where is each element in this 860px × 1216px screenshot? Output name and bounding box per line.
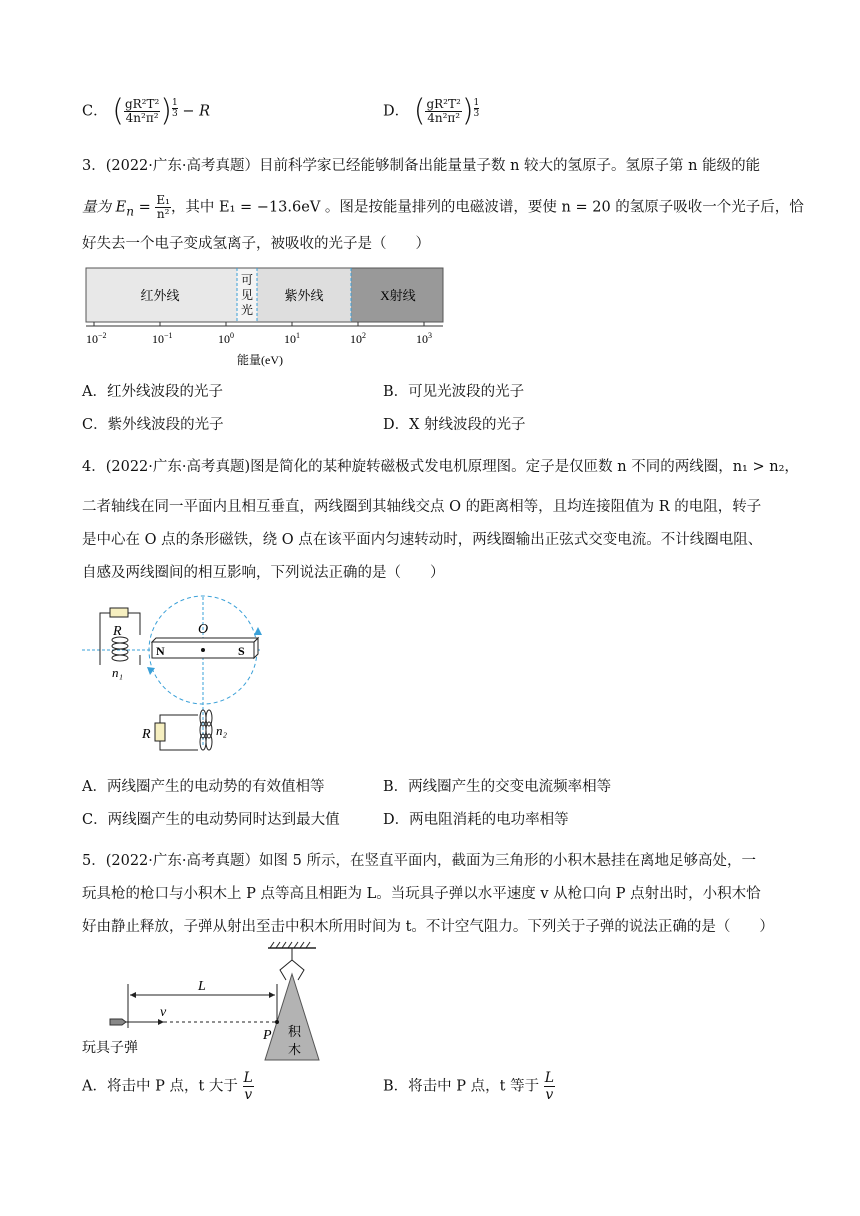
coil2-wire [160,715,198,750]
fraction-denominator: 4n²π² [125,111,159,125]
coil1-wire [100,650,140,665]
tick-exponent: 3 [428,331,432,340]
band-label-visible: 见 [240,288,254,302]
q3-option-c[interactable]: C．紫外线波段的光子 [82,417,224,433]
energy-subscript: n [126,204,134,219]
distance-label: L [198,979,206,994]
q4-line2: 二者轴线在同一平面内且相互垂直，两线圈到其轴线交点 O 的距离相等，且均连接阻值为 R 的电阻，转子 [82,499,762,515]
q4-option-b[interactable]: B．两线圈产生的交变电流频率相等 [383,779,612,795]
q5-option-b[interactable] [383,1070,555,1103]
exponent [474,98,480,119]
q5-line1: 5．(2022·广东·高考真题）如图 5 所示，在竖直平面内，截面为三角形的小积木悬挂在离地足够高处，一 [82,853,756,869]
bullet-label: 玩具子弹 [82,1041,138,1056]
block-label-1: 积 [288,1024,302,1039]
arrow-icon [269,992,275,998]
fraction-numerator: gR²T² [426,97,461,111]
exponent-denominator: 3 [473,109,480,119]
tick-label: $10^2$ [350,331,366,346]
n2-label: n₂ [216,723,228,738]
band-label-uv: 紫外线 [284,288,324,303]
coil1 [112,637,128,661]
magnet-top [152,638,258,642]
q3-line1: 3．(2022·广东·高考真题）目前科学家已经能够制备出能量量子数 n 较大的氢原子。氢原子第 n 能级的能 [82,158,761,174]
exponent-numerator: 1 [473,98,480,108]
point-p-label: P [263,1028,272,1043]
arrow-icon [254,627,262,635]
tick-exponent: 2 [362,331,366,340]
point-p [275,1020,279,1024]
arrow-icon [130,992,136,998]
q3-option-d[interactable]: D．X 射线波段的光子 [383,417,526,433]
tick-label: $10^1$ [284,331,300,346]
axis-label: 能量(eV) [237,353,283,367]
q3-option-b[interactable]: B．可见光波段的光子 [383,384,525,400]
option-label: D． [383,103,410,120]
band-label-infrared: 红外线 [140,288,180,303]
generator-figure [80,595,280,760]
option-tail: − R [182,103,211,120]
exponent-denominator: 3 [172,109,178,119]
tick-label: $10^{-2}$ [86,331,107,346]
exponent-numerator: 1 [172,98,178,108]
q3-option-a[interactable]: A．红外线波段的光子 [82,384,223,400]
fraction-numerator: L [243,1070,253,1086]
block-label-2: 木 [288,1042,302,1057]
band-label-xray: X射线 [380,288,416,303]
fraction-denominator: n² [156,207,170,221]
velocity-label: v [160,1005,167,1020]
north-label: N [156,644,165,658]
equals-sign: = [133,199,156,216]
q4-option-c[interactable]: C．两线圈产生的电动势同时达到最大值 [82,812,340,828]
exponent [172,98,178,119]
energy-symbol: 量为 E [82,199,127,216]
arrow-icon [147,667,155,675]
r2-label: R [142,727,151,742]
resistor-r2 [155,723,165,741]
tick-exponent: −1 [164,331,173,340]
tick-exponent: 0 [230,331,234,340]
q3-line3: 好失去一个电子变成氢离子，被吸收的光子是（ ） [82,236,430,252]
band-label-visible: 可 [240,273,254,287]
option-a-text: A．将击中 P 点，t 大于 [82,1078,238,1095]
option-label: C． [82,103,108,120]
n1-label: n₁ [112,665,124,680]
option-b-text: B．将击中 P 点，t 等于 [383,1078,540,1095]
center-point [201,648,205,652]
fraction-denominator: v [545,1087,554,1103]
tick-exponent: −2 [98,331,107,340]
south-label: S [238,644,245,658]
tick-label: $10^3$ [416,331,432,346]
fraction-numerator: E₁ [156,193,170,207]
point-o-label: O [198,622,209,637]
coil2 [200,710,212,750]
q4-line1: 4．(2022·广东·高考真题)图是简化的某种旋转磁极式发电机原理图。定子是仅匝数 n 不同的两线圈，n₁ > n₂， [82,459,799,475]
q5-line2: 玩具枪的枪口与小积木上 P 点等高且相距为 L。当玩具子弹以水平速度 v 从枪口向 P 点射出时，小积木恰 [82,886,761,902]
q4-option-d[interactable]: D．两电阻消耗的电功率相等 [383,812,569,828]
q4-line3: 是中心在 O 点的条形磁铁，绕 O 点在该平面内匀速转动时，两线圈输出正弦式交变电流。不计线圈电阻、 [82,532,763,548]
ceiling-hatch [270,942,310,948]
r1-label: R [113,624,122,639]
fraction-denominator: v [244,1087,253,1103]
q4-line4: 自感及两线圈间的相互影响，下列说法正确的是（ ） [82,565,445,581]
spectrum-figure [80,262,450,372]
bullet-figure [80,940,340,1065]
fraction-denominator: 4n²π² [427,111,461,125]
bullet-icon [110,1019,126,1025]
q2-option-d[interactable]: D． ( $\frac{\text{gR²T²}}{\text{4n²π²}}$ ) $\frac{1}{3}$ [383,93,480,129]
fraction-numerator: L [544,1070,554,1086]
q5-line3: 好由静止释放，子弹从射出至击中积木所用时间为 t。不计空气阻力。下列关于子弹的说法正确的是（ ） [82,919,774,935]
band-label-visible: 光 [240,303,254,317]
q4-option-a[interactable]: A．两线圈产生的电动势的有效值相等 [82,779,325,795]
fraction-numerator: gR²T² [124,97,160,111]
q2-option-c[interactable]: C． ( $\frac{\text{gR²T²}}{\text{4n²π²}}$ ) $\frac{1}{3}$ − R [82,93,211,129]
q3-line2 [82,194,804,221]
resistor-r1 [110,608,128,617]
tick-exponent: 1 [296,331,300,340]
tick-label: $10^0$ [218,331,234,346]
tick-label: $10^{-1}$ [152,331,173,346]
q3-line2-rest: ，其中 E₁ = −13.6eV 。图是按能量排列的电磁波谱，要使 n = 20 的氢原子吸收一个光子后，恰 [170,199,804,216]
q5-option-a[interactable] [82,1070,254,1103]
